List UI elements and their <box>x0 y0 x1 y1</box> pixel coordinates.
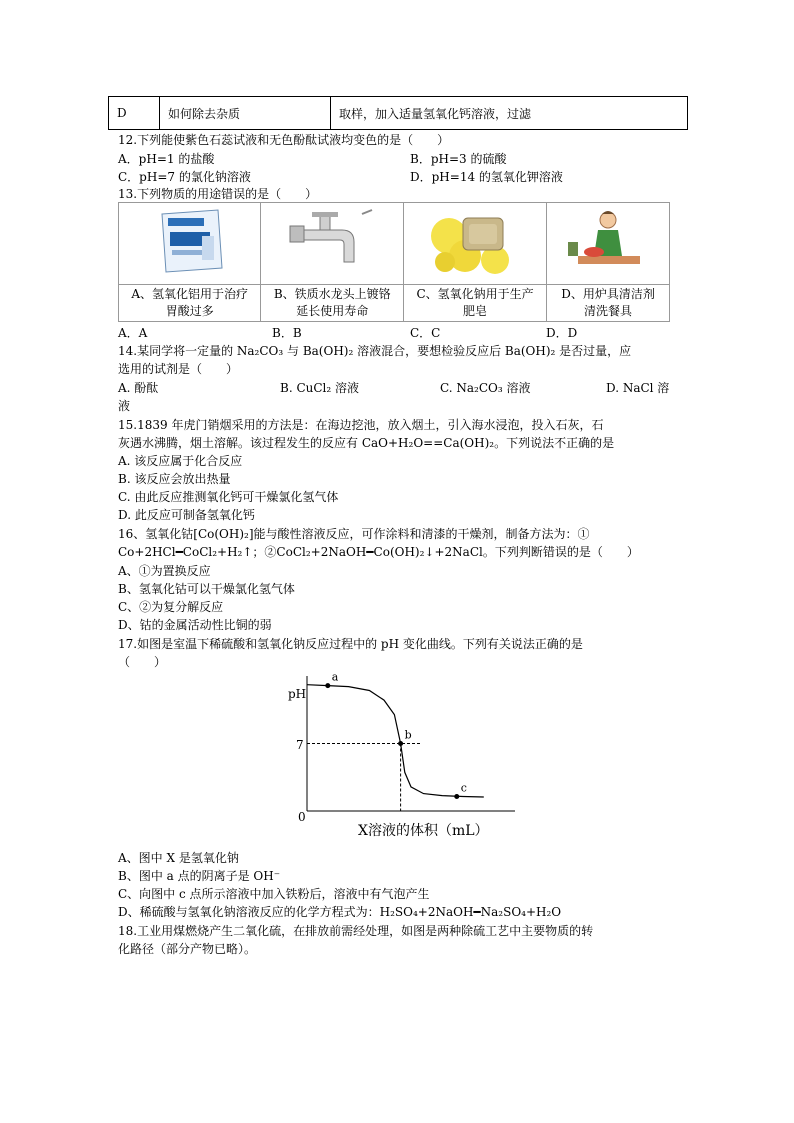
q12-option-c[interactable]: C．pH=7 的氯化钠溶液 <box>118 170 251 184</box>
q12-option-a[interactable]: A．pH=1 的盐酸 <box>118 152 215 166</box>
q13-option-b[interactable]: B．B <box>272 326 302 340</box>
q17-stem-line2: （ ） <box>118 655 167 669</box>
point-a <box>325 683 330 688</box>
table-cell-method: 取样，加入适量氢氧化钙溶液，过滤 <box>331 97 688 130</box>
y-tick-label: 7 <box>296 738 304 752</box>
q13-caption-b <box>261 285 404 322</box>
q14-option-c[interactable]: C. Na₂CO₃ 溶液 <box>440 381 531 395</box>
y-axis-label: pH <box>288 687 307 701</box>
table-cell-label: D <box>109 97 160 130</box>
caption-line: 胃酸过多 <box>165 304 214 318</box>
q18-stem-line1: 18.工业用煤燃烧产生二氧化硫，在排放前需经处理，如图是两种除硫工艺中主要物质的转 <box>118 924 594 938</box>
q13-option-c[interactable]: C．C <box>410 326 441 340</box>
q13-image-b <box>261 203 404 285</box>
caption-line: A、氢氧化铝用于治疗 <box>131 287 249 301</box>
q14-option-a[interactable]: A. 酚酞 <box>118 381 159 395</box>
q13-caption-c <box>404 285 547 322</box>
q15-option-d[interactable]: D. 此反应可制备氢氧化钙 <box>118 508 255 522</box>
medicine-box-icon <box>140 206 240 276</box>
q12-stem: 12.下列能使紫色石蕊试液和无色酚酞试液均变色的是（ ） <box>118 133 450 147</box>
q16-option-c[interactable]: C、②为复分解反应 <box>118 600 224 614</box>
table-cell-question: 如何除去杂质 <box>160 97 331 130</box>
q14-option-d-cont: 液 <box>118 399 131 413</box>
caption-line: 延长使用寿命 <box>296 304 369 318</box>
faucet-icon <box>282 206 382 276</box>
q16-stem-line1: 16、氢氧化钴[Co(OH)₂]能与酸性溶液反应，可作涂料和清漆的干燥剂，制备方法为：① <box>118 527 590 541</box>
q15-stem-line1: 15.1839 年虎门销烟采用的方法是：在海边挖池，放入烟土，引入海水浸泡，投入石灰，石 <box>118 418 604 432</box>
q18-stem-line2: 化路径（部分产物已略）。 <box>118 942 257 956</box>
x-axis-label: X溶液的体积（mL） <box>358 823 489 839</box>
caption-line: C、氢氧化钠用于生产 <box>416 287 534 301</box>
q12-option-b[interactable]: B．pH=3 的硫酸 <box>410 152 507 166</box>
person-cleaning-icon <box>558 206 658 276</box>
point-label-a: a <box>331 670 339 684</box>
q16-option-d[interactable]: D、钴的金属活动性比铜的弱 <box>118 618 272 632</box>
q13-image-c <box>404 203 547 285</box>
ph-curve-chart <box>280 668 520 848</box>
q15-option-a[interactable]: A. 该反应属于化合反应 <box>118 454 243 468</box>
q13-option-a[interactable]: A．A <box>118 326 148 340</box>
q14-option-b[interactable]: B. CuCl₂ 溶液 <box>280 381 360 395</box>
soap-icon <box>425 206 525 276</box>
ph-curve-line <box>307 685 484 797</box>
caption-line: 肥皂 <box>463 304 488 318</box>
q14-stem-line1: 14.某同学将一定量的 Na₂CO₃ 与 Ba(OH)₂ 溶液混合，要想检验反应后 Ba(OH)₂ 是否过量，应 <box>118 344 632 358</box>
q13-image-d <box>547 203 670 285</box>
point-b <box>398 741 403 746</box>
caption-line: D、用炉具清洁剂 <box>561 287 655 301</box>
q15-option-c[interactable]: C. 由此反应推测氧化钙可干燥氯化氢气体 <box>118 490 339 504</box>
q17-stem-line1: 17.如图是室温下稀硫酸和氢氧化钠反应过程中的 pH 变化曲线。下列有关说法正确的是 <box>118 637 583 651</box>
q14-stem-line2: 选用的试剂是（ ） <box>118 362 239 376</box>
q17-option-b[interactable]: B、图中 a 点的阴离子是 OH⁻ <box>118 869 281 883</box>
q15-option-b[interactable]: B. 该反应会放出热量 <box>118 472 231 486</box>
q15-stem-line2: 灰遇水沸腾，烟土溶解。该过程发生的反应有 CaO+H₂O==Ca(OH)₂。下列说法不正确的是 <box>118 436 615 450</box>
q13-caption-a <box>119 285 261 322</box>
q13-image-table <box>118 202 670 322</box>
q17-option-d[interactable]: D、稀硫酸与氢氧化钠溶液反应的化学方程式为：H₂SO₄+2NaOH━Na₂SO₄+H₂O <box>118 905 562 919</box>
q16-option-a[interactable]: A、①为置换反应 <box>118 564 211 578</box>
caption-line: B、铁质水龙头上镀铬 <box>273 287 391 301</box>
point-label-b: b <box>404 728 412 742</box>
q14-option-d[interactable]: D. NaCl 溶 <box>606 381 670 395</box>
q16-stem-line2: Co+2HCl━CoCl₂+H₂↑；②CoCl₂+2NaOH━Co(OH)₂↓+2NaCl。下列判断错误的是（ ） <box>118 545 639 559</box>
q13-stem: 13.下列物质的用途错误的是（ ） <box>118 187 318 201</box>
q13-image-a <box>119 203 261 285</box>
q12-option-d[interactable]: D．pH=14 的氢氧化钾溶液 <box>410 170 563 184</box>
answer-table-row <box>108 96 688 130</box>
q17-option-a[interactable]: A、图中 X 是氢氧化钠 <box>118 851 239 865</box>
q17-option-c[interactable]: C、向图中 c 点所示溶液中加入铁粉后，溶液中有气泡产生 <box>118 887 430 901</box>
caption-line: 清洗餐具 <box>584 304 633 318</box>
q16-option-b[interactable]: B、氢氧化钴可以干燥氯化氢气体 <box>118 582 295 596</box>
origin-label: 0 <box>298 810 306 824</box>
point-label-c: c <box>460 781 467 795</box>
point-c <box>454 794 459 799</box>
q13-caption-d <box>547 285 670 322</box>
q13-option-d[interactable]: D．D <box>546 326 578 340</box>
